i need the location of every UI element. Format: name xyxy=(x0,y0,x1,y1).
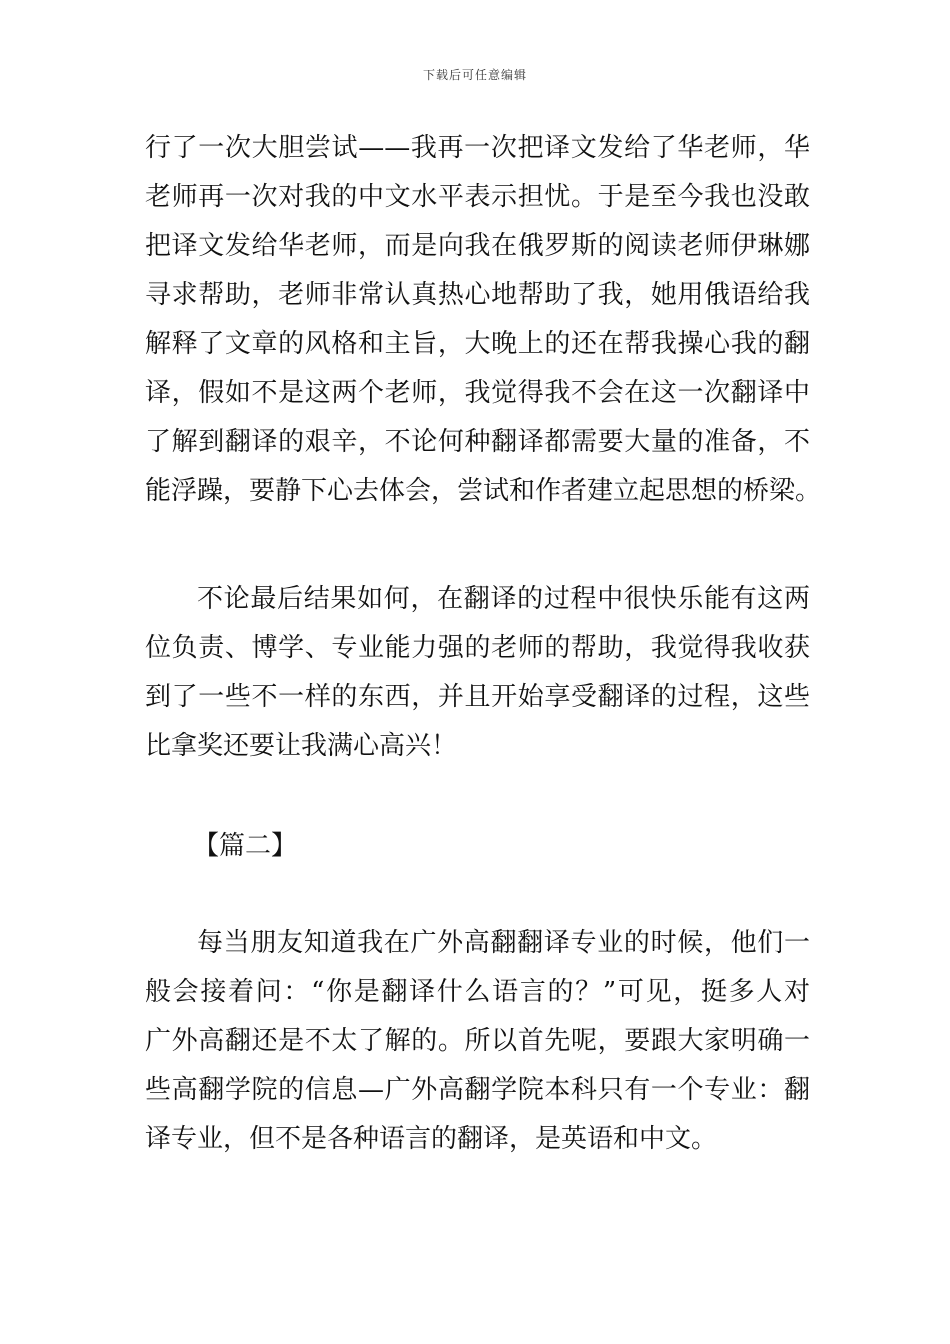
paragraph-line: 到了一些不一样的东西，并且开始享受翻译的过程，这些 xyxy=(145,682,810,712)
paragraph-line: 老师再一次对我的中文水平表示担忧。于是至今我也没敢 xyxy=(145,182,810,212)
paragraph-line: 般会接着问：“你是翻译什么语言的？”可见，挺多人对 xyxy=(145,977,810,1007)
paragraph-line: 译，假如不是这两个老师，我觉得我不会在这一次翻译中 xyxy=(145,378,810,408)
paragraph-line: 寻求帮助，老师非常认真热心地帮助了我，她用俄语给我 xyxy=(145,280,810,310)
paragraph-1 xyxy=(145,124,822,516)
paragraph-line: 些高翻学院的信息—广外高翻学院本科只有一个专业：翻 xyxy=(145,1075,810,1105)
paragraph-line: 了解到翻译的艰辛，不论何种翻译都需要大量的准备，不 xyxy=(145,427,810,457)
section-heading: 【篇二】 xyxy=(193,831,298,861)
paragraph-line: 解释了文章的风格和主旨，大晚上的还在帮我操心我的翻 xyxy=(145,329,810,359)
paragraph-line: 行了一次大胆尝试——我再一次把译文发给了华老师，华 xyxy=(145,133,810,163)
paragraph-line: 广外高翻还是不太了解的。所以首先呢，要跟大家明确一 xyxy=(145,1026,810,1056)
paragraph-line: 把译文发给华老师，而是向我在俄罗斯的阅读老师伊琳娜 xyxy=(145,231,810,261)
paragraph-line: 译专业，但不是各种语言的翻译，是英语和中文。 xyxy=(145,1124,718,1154)
paragraph-line: 不论最后结果如何，在翻译的过程中很快乐能有这两 xyxy=(197,584,810,614)
paragraph-line: 能浮躁，要静下心去体会，尝试和作者建立起思想的桥梁。 xyxy=(145,476,822,506)
paragraph-line: 位负责、博学、专业能力强的老师的帮助，我觉得我收获 xyxy=(145,633,810,663)
paragraph-line: 每当朋友知道我在广外高翻翻译专业的时候，他们一 xyxy=(197,928,810,958)
paragraph-3 xyxy=(145,919,810,1164)
paragraph-2 xyxy=(145,575,810,771)
header-note: 下载后可任意编辑 xyxy=(422,68,527,82)
paragraph-line: 比拿奖还要让我满心高兴！ xyxy=(145,731,458,761)
